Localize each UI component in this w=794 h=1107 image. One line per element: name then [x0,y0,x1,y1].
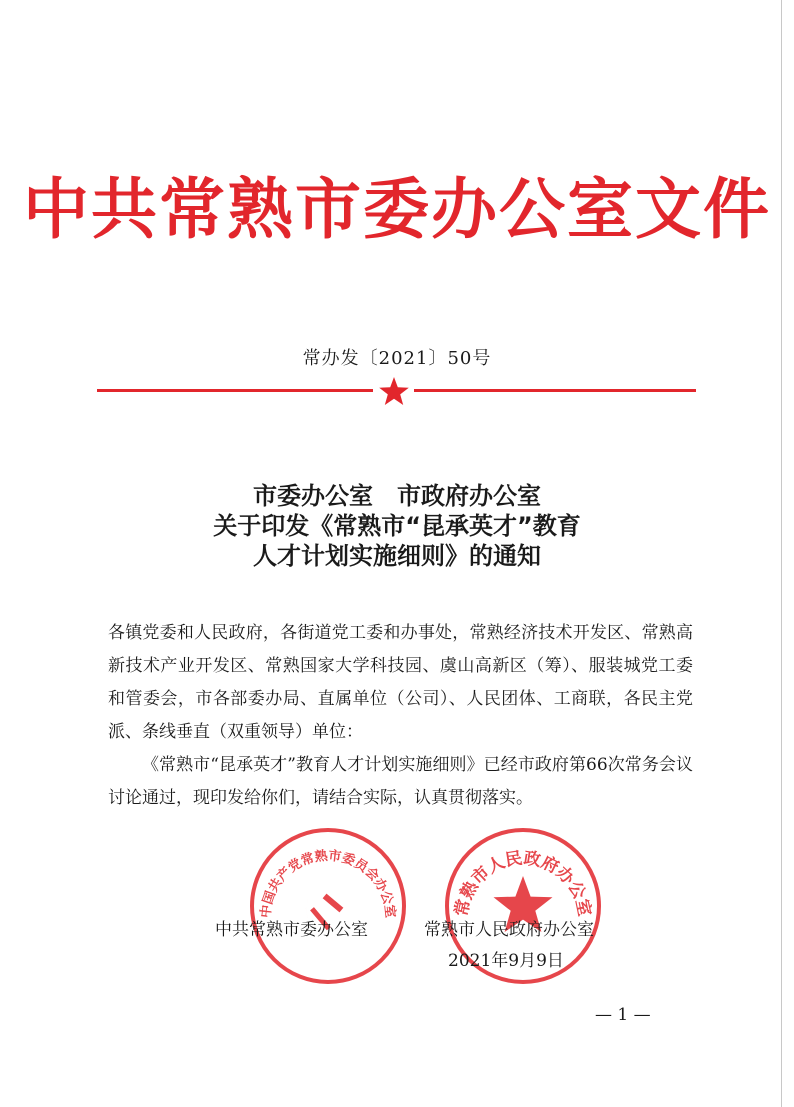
addressee-paragraph: 各镇党委和人民政府，各街道党工委和办事处，常熟经济技术开发区、常熟高新技术产业开发区、常熟国家大学科技园、虞山高新区（筹）、服装城党工委和管委会，市各部委办局、直属单位（公司）、人民团体、工商联，各民主党派、条线垂直（双重领导）单位： [108,623,693,742]
notice-title-line-2: 关于印发《常熟市“昆承英才”教育 [213,512,581,540]
page-number: — 1 — [595,1005,651,1025]
red-divider-right [414,389,696,392]
notice-title-line-1: 市委办公室 市政府办公室 [253,482,541,510]
svg-text:中国共产党常熟市委员会办公室: 中国共产党常熟市委员会办公室 [258,848,398,919]
signer-government-office: 常熟市人民政府办公室 [424,920,594,940]
svg-text:常熟市人民政府办公室: 常熟市人民政府办公室 [451,848,595,919]
main-paragraph: 《常熟市“昆承英才”教育人才计划实施细则》已经市政府第66次常务会议讨论通过，现印发给你们，请结合实际，认真贯彻落实。 [108,755,693,808]
document-masthead: 中共常熟市委办公室文件 [23,171,771,248]
notice-body [108,617,693,815]
notice-title-line-3: 人才计划实施细则》的通知 [253,542,541,570]
red-star-icon [378,375,410,407]
party-committee-seal [248,826,408,986]
issue-date: 2021年9月9日 [448,951,564,971]
document-number: 常办发〔2021〕50号 [302,348,492,369]
signer-party-office: 中共常熟市委办公室 [215,920,368,940]
red-divider-left [97,389,373,392]
